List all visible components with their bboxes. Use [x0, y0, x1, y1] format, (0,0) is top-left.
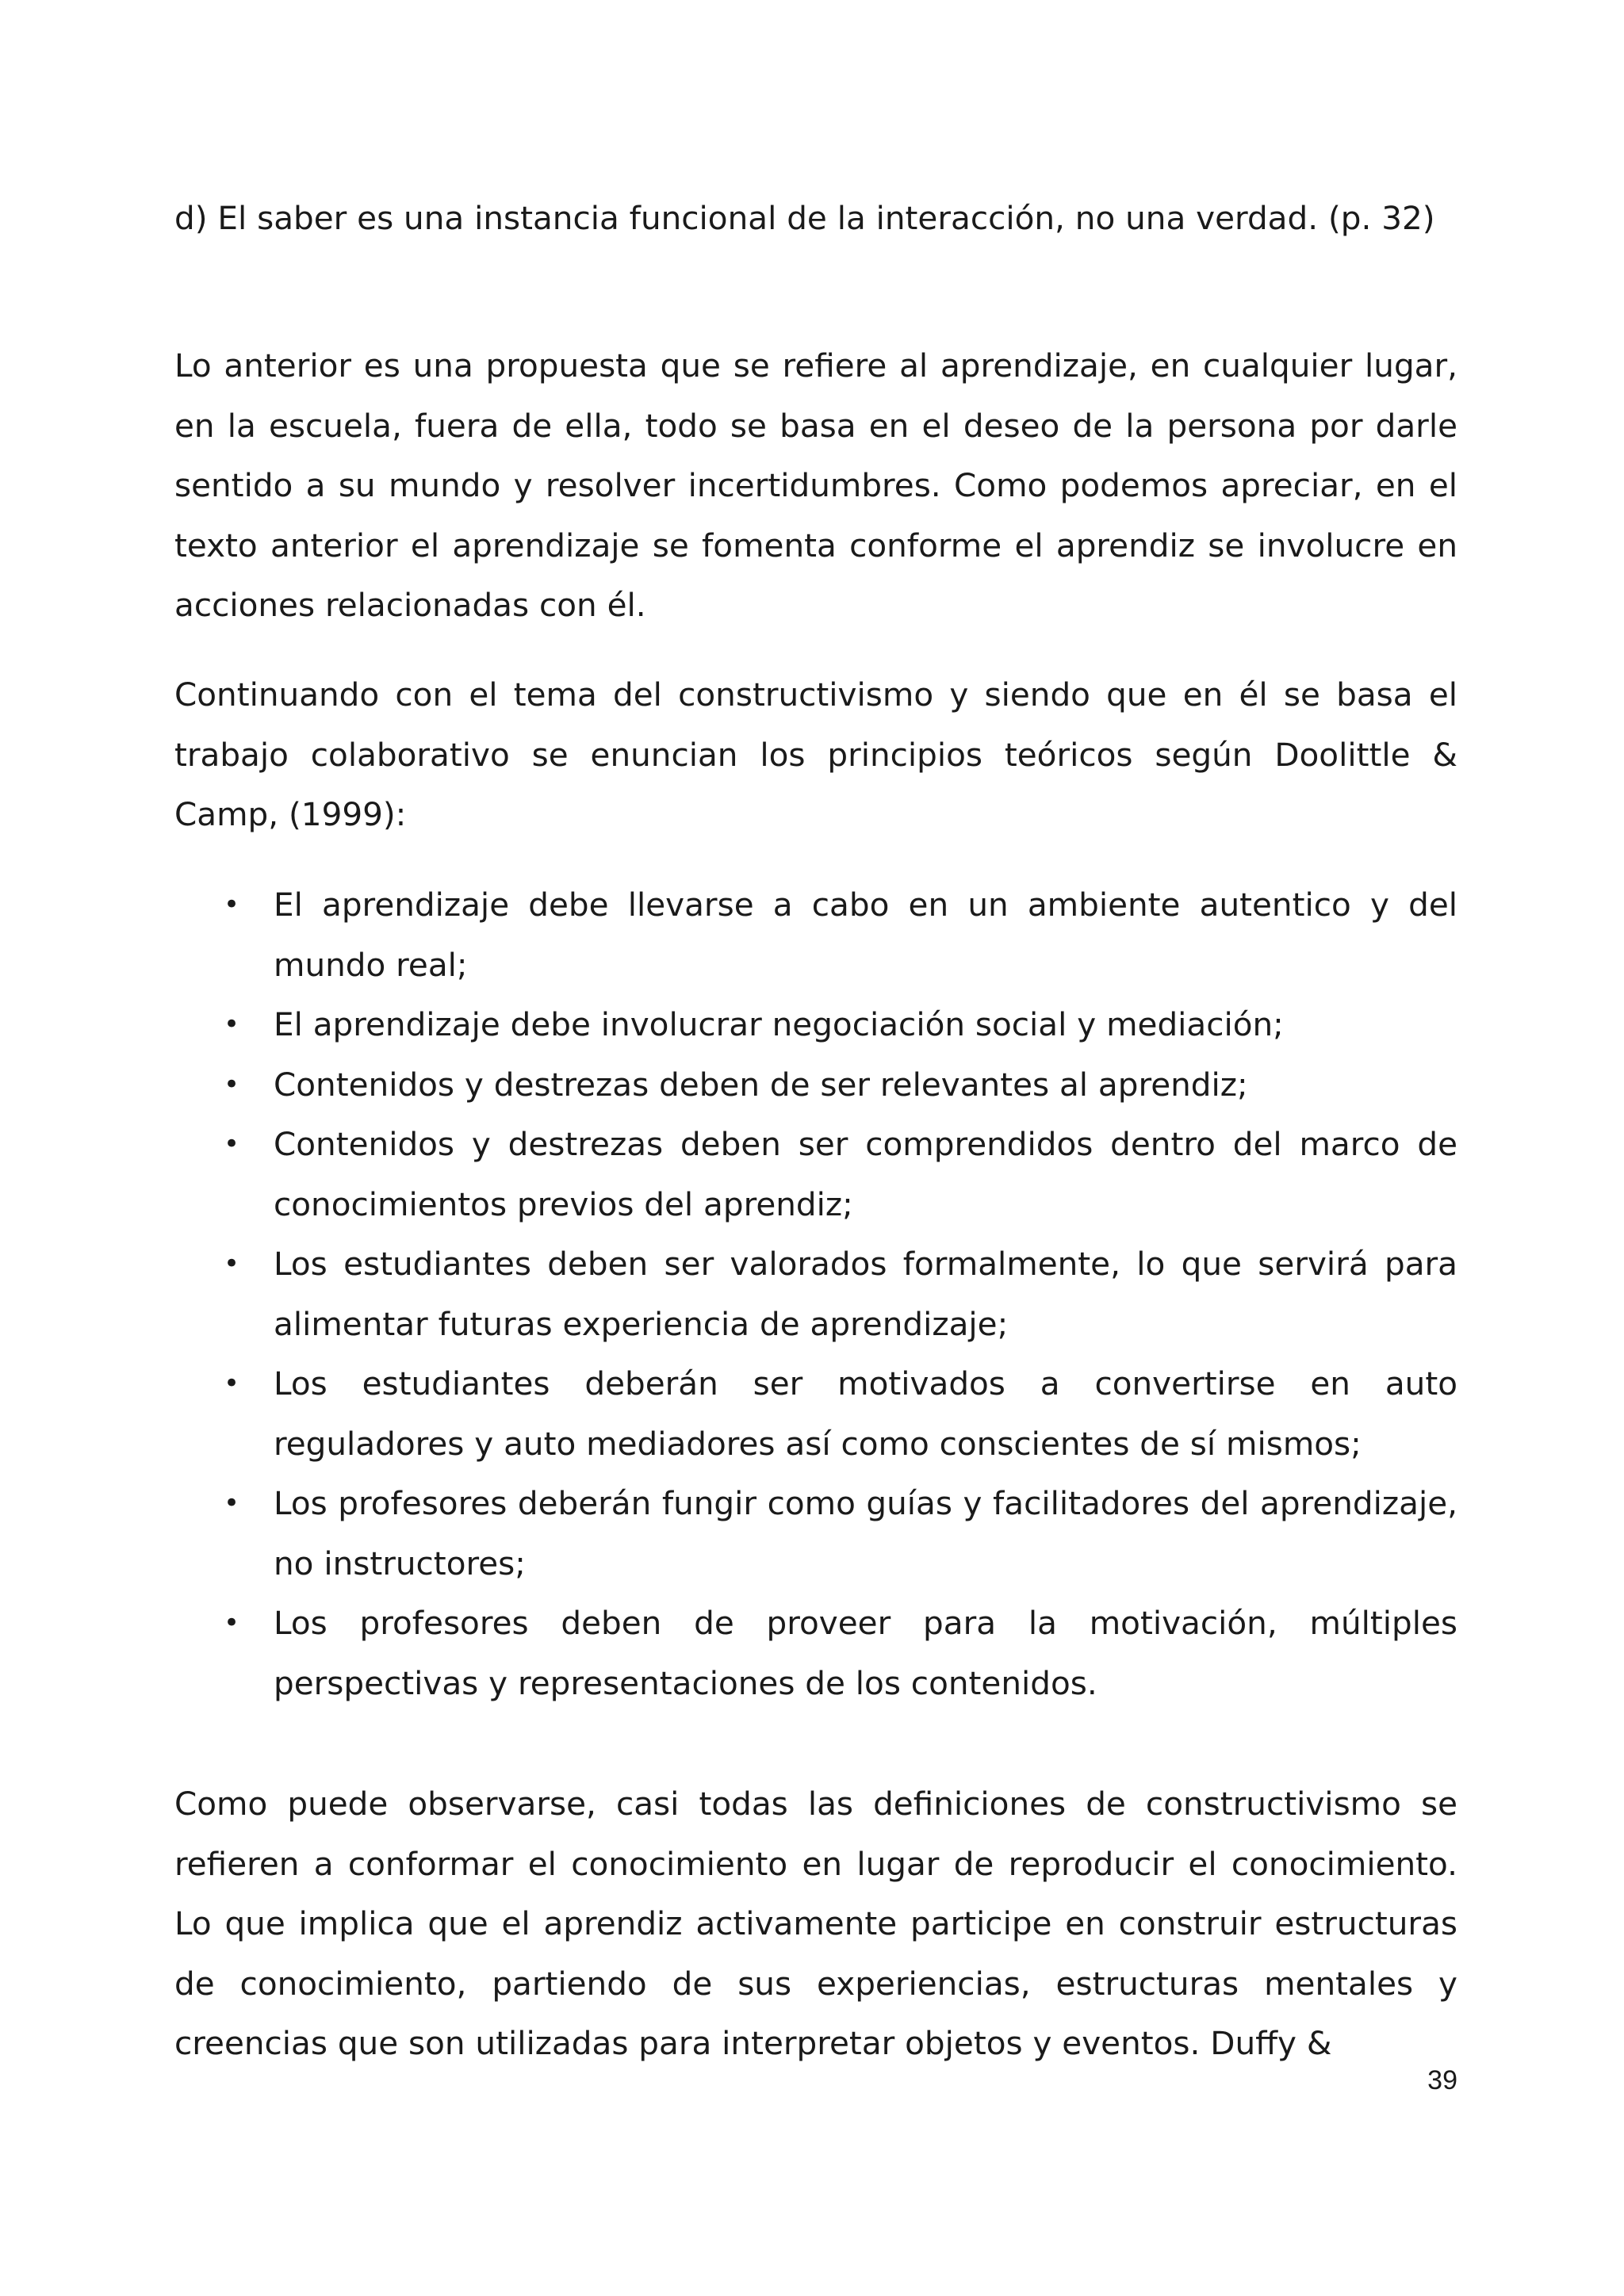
- bullet-icon: •: [224, 1248, 240, 1280]
- list-item-text: Los profesores deberán fungir como guías y facilitadores del aprendizaje, no instructores;: [274, 1484, 1457, 1582]
- list-item: [174, 1055, 1457, 1115]
- list-item-text: El aprendizaje debe llevarse a cabo en un ambiente autentico y del mundo real;: [274, 886, 1457, 984]
- bullet-icon: •: [224, 889, 240, 920]
- list-item-text: Contenidos y destrezas deben ser comprendidos dentro del marco de conocimientos previos del aprendiz;: [274, 1125, 1457, 1223]
- list-item-text: El aprendizaje debe involucrar negociación social y mediación;: [274, 1005, 1284, 1043]
- bullet-icon: •: [224, 1068, 240, 1100]
- list-item: [174, 1594, 1457, 1713]
- paragraph-learning-proposal: Lo anterior es una propuesta que se refiere al aprendizaje, en cualquier lugar, en la escuela, fuera de ella, todo se basa en el deseo de la persona por darle sentido a su mundo y resolver incertidumbres. Como podemos apreciar, en el texto anterior el aprendizaje se fomenta conforme el aprendiz se involucre en acciones relacionadas con él.: [174, 346, 1457, 624]
- list-item: [174, 1354, 1457, 1474]
- list-item: [174, 1474, 1457, 1594]
- list-item: [174, 1234, 1457, 1354]
- list-item: [174, 875, 1457, 995]
- list-item: [174, 995, 1457, 1055]
- list-item-text: Los estudiantes deben ser valorados formalmente, lo que servirá para alimentar futuras experiencia de aprendizaje;: [274, 1245, 1457, 1343]
- list-item-text: Contenidos y destrezas deben de ser relevantes al aprendiz;: [274, 1065, 1248, 1104]
- bullet-icon: •: [224, 1008, 240, 1040]
- list-item-text: Los profesores deben de proveer para la motivación, múltiples perspectivas y representaciones de los contenidos.: [274, 1604, 1457, 1702]
- list-item: [174, 1115, 1457, 1234]
- paragraph-constructivism-definitions: Como puede observarse, casi todas las definiciones de constructivismo se refieren a conformar el conocimiento en lugar de reproducir el conocimiento. Lo que implica que el aprendiz activamente participe en construir estructuras de conocimiento, partiendo de sus experiencias, estructuras mentales y creencias que son utilizadas para interpretar objetos y eventos. Duffy &: [174, 1785, 1457, 2062]
- bullet-icon: •: [224, 1487, 240, 1519]
- bullet-icon: •: [224, 1128, 240, 1160]
- paragraph-principles-intro: Continuando con el tema del constructivismo y siendo que en él se basa el trabajo colaborativo se enuncian los principios teóricos según Doolittle & Camp, (1999):: [174, 675, 1457, 833]
- paragraph-quote-item-d: d) El saber es una instancia funcional de la interacción, no una verdad. (p. 32): [174, 199, 1435, 237]
- bullet-icon: •: [224, 1368, 240, 1399]
- list-item-text: Los estudiantes deberán ser motivados a convertirse en auto reguladores y auto mediadores así como conscientes de sí mismos;: [274, 1364, 1457, 1463]
- principles-bullet-list: [174, 875, 1457, 1713]
- bullet-icon: •: [224, 1607, 240, 1639]
- page-number: 39: [1427, 2065, 1457, 2095]
